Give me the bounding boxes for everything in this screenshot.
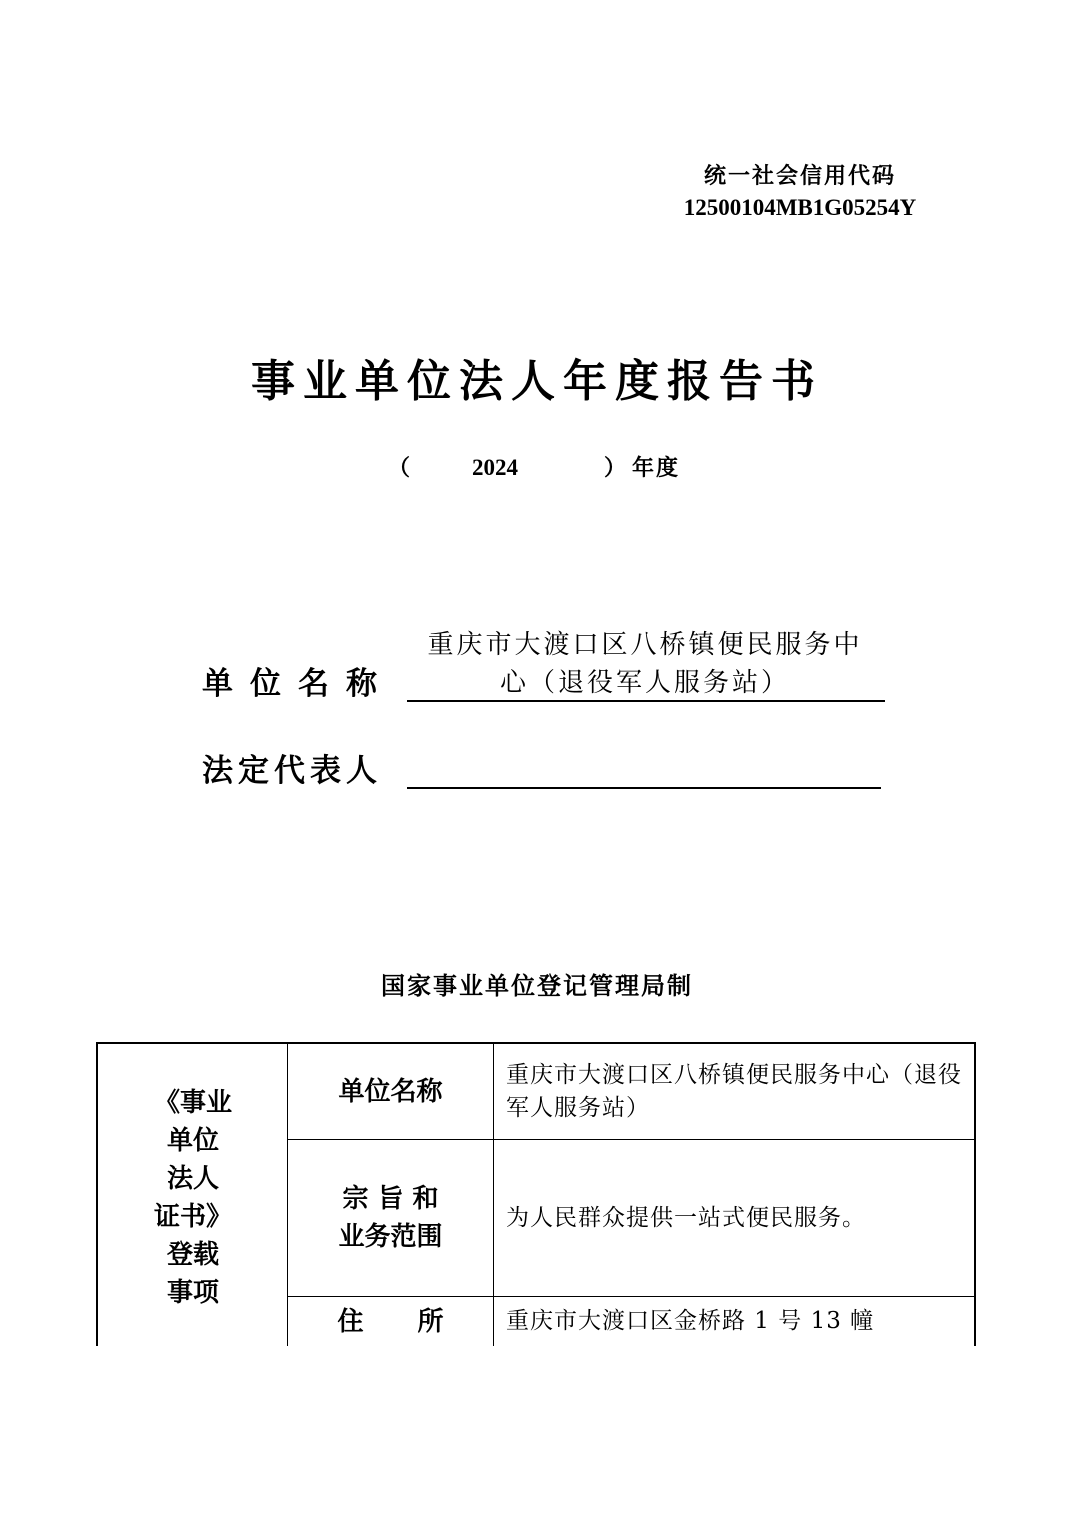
credit-code-label: 统一社会信用代码 [703,163,896,189]
year-close-paren: ） [604,455,627,481]
section-head-line: 证书》 [153,1202,232,1232]
issuer-text: 国家事业单位登记管理局制 [381,971,693,1000]
year-suffix: 年度 [632,455,681,481]
table-row-purpose [288,1140,974,1297]
legal-rep-underline [407,787,881,789]
report-year: 2024 [472,455,518,480]
row-label-purpose-line2: 业务范围 [338,1222,443,1252]
row-value-unit-name: 重庆市大渡口区八桥镇便民服务中心（退役军人服务站） [506,1061,962,1121]
section-head-line: 法人 [166,1164,219,1194]
section-head-line: 单位 [166,1126,219,1156]
section-head-cell [98,1044,288,1346]
row-value-purpose: 为人民群众提供一站式便民服务。 [506,1204,866,1231]
unit-name-label: 单位名称 [202,666,394,702]
section-head-line: 事项 [166,1278,219,1308]
credit-code-block [660,160,940,224]
report-title: 事业单位法人年度报告书 [251,356,823,407]
section-head-line: 《事业 [153,1088,232,1118]
table-row-address [288,1297,974,1346]
row-label-address-b: 所 [417,1306,444,1337]
year-open-paren: （ [388,455,411,481]
row-label-purpose-line1: 宗 旨 和 [342,1184,439,1214]
row-label-unit-name: 单位名称 [288,1044,494,1139]
section-head-text [98,1084,288,1312]
row-label-purpose [288,1140,494,1296]
row-label-address-a: 住 [337,1306,364,1337]
credit-code-value: 12500104MB1G05254Y [683,195,917,220]
row-value-address: 重庆市大渡口区金桥路 1 号 13 幢 [506,1308,875,1334]
row-label-address [288,1297,494,1346]
unit-name-value: 重庆市大渡口区八桥镇便民服务中心（退役军人服务站） [427,630,863,698]
section-head-line: 登载 [166,1240,219,1270]
registration-table [96,1042,976,1346]
unit-name-underline [407,700,885,702]
legal-rep-label: 法定代表人 [202,753,382,789]
table-row-unit-name [288,1044,974,1140]
